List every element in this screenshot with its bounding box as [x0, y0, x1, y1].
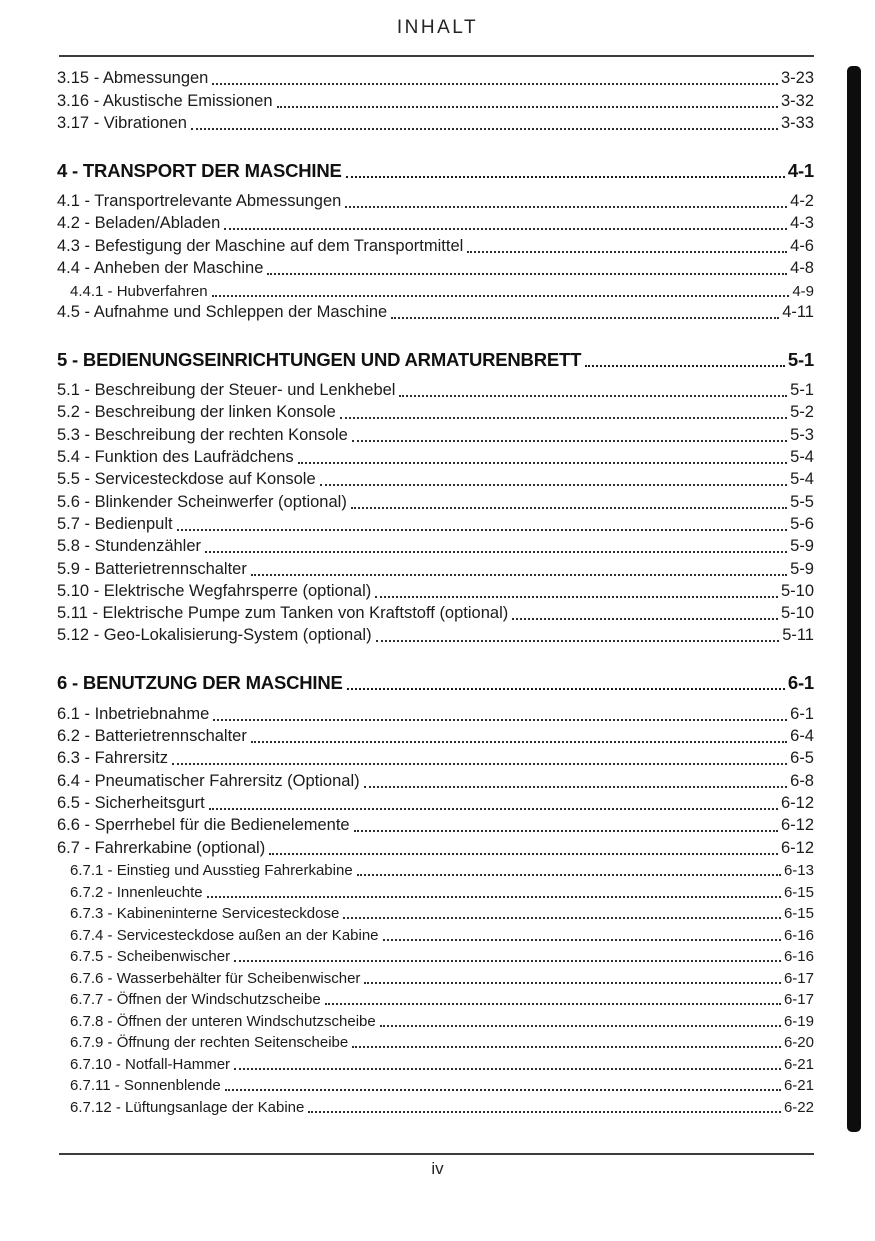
- toc-entry-label: 3.17 - Vibrationen: [57, 113, 187, 132]
- toc-row: [57, 965, 814, 987]
- toc-page-number: 6-21: [783, 1055, 814, 1073]
- toc-page-number: 6-16: [783, 926, 814, 944]
- toc-row: [57, 556, 814, 578]
- toc-entry-label: 6.5 - Sicherheitsgurt: [57, 793, 205, 812]
- toc-row: [57, 835, 814, 857]
- toc-entry-label: 5.1 - Beschreibung der Steuer- und Lenkhebel: [57, 381, 396, 400]
- toc-entry-label: 5.3 - Beschreibung der rechten Konsole: [57, 425, 348, 444]
- toc-entry-label: 4.4 - Anheben der Maschine: [57, 259, 264, 278]
- toc-row: [57, 879, 814, 901]
- toc-row: [57, 445, 814, 467]
- toc-page-number: 5-10: [780, 581, 814, 600]
- toc-row: [57, 1051, 814, 1073]
- dotted-leader: [172, 763, 787, 765]
- dotted-leader: [346, 176, 785, 178]
- toc-page-number: 6-15: [783, 905, 814, 923]
- toc-row: [57, 701, 814, 723]
- toc-entry-label: 6.7.11 - Sonnenblende: [70, 1077, 221, 1095]
- toc-row: [57, 489, 814, 511]
- toc-page-number: 4-6: [790, 236, 814, 255]
- dotted-leader: [212, 83, 778, 85]
- dotted-leader: [351, 507, 787, 509]
- dotted-leader: [234, 1068, 781, 1070]
- toc-page-number: 5-11: [782, 626, 814, 645]
- toc-page-number: 6-12: [780, 816, 814, 835]
- toc-row: [57, 300, 814, 322]
- toc-entry-label: 6 - BENUTZUNG DER MASCHINE: [57, 672, 343, 694]
- toc-entry-label: 6.7.1 - Einstieg und Ausstieg Fahrerkabine: [70, 862, 353, 880]
- dotted-leader: [212, 295, 790, 297]
- toc-entry-label: 5.4 - Funktion des Laufrädchens: [57, 448, 294, 467]
- dotted-leader: [224, 228, 787, 230]
- toc-row: [57, 746, 814, 768]
- toc-row: [57, 813, 814, 835]
- toc-page-number: 6-12: [780, 793, 814, 812]
- dotted-leader: [585, 365, 785, 367]
- toc-page-number: 6-17: [783, 969, 814, 987]
- dotted-leader: [357, 874, 781, 876]
- toc-page-number: 6-1: [787, 672, 814, 694]
- toc-entry-label: 6.3 - Fahrersitz: [57, 749, 168, 768]
- toc-entry-label: 6.7.10 - Notfall-Hammer: [70, 1055, 231, 1073]
- footer-rule: [59, 1153, 814, 1155]
- toc-page-number: 3-33: [780, 113, 814, 132]
- toc-entry-label: 4.5 - Aufnahme und Schleppen der Maschine: [57, 302, 388, 321]
- dotted-leader: [251, 574, 787, 576]
- dotted-leader: [364, 786, 788, 788]
- toc-entry-label: 6.2 - Batterietrennschalter: [57, 727, 247, 746]
- toc-page-number: 6-15: [783, 883, 814, 901]
- toc-entry-label: 6.7.3 - Kabineninterne Servicesteckdose: [70, 905, 340, 923]
- toc-row: [57, 1008, 814, 1030]
- toc-entry-label: 4 - TRANSPORT DER MASCHINE: [57, 159, 342, 181]
- toc-entry-label: 6.7.8 - Öffnen der unteren Windschutzscheibe: [70, 1012, 376, 1030]
- toc-row: [57, 1030, 814, 1052]
- toc-page-number: 5-2: [790, 403, 814, 422]
- toc-entry-label: 3.15 - Abmessungen: [57, 69, 209, 88]
- dotted-leader: [343, 917, 781, 919]
- toc-entry-label: 5.12 - Geo-Lokalisierung-System (optional): [57, 626, 372, 645]
- dotted-leader: [383, 939, 781, 941]
- dotted-leader: [340, 417, 787, 419]
- toc-page-number: 6-20: [783, 1034, 814, 1052]
- dotted-leader: [269, 853, 778, 855]
- toc-page-number: 4-2: [790, 192, 814, 211]
- toc-entry-label: 6.7.4 - Servicesteckdose außen an der Kabine: [70, 926, 379, 944]
- toc-entry-label: 4.2 - Beladen/Abladen: [57, 214, 221, 233]
- page-title: INHALT: [396, 17, 479, 38]
- toc-entry-label: 6.1 - Inbetriebnahme: [57, 704, 210, 723]
- table-of-contents: [57, 66, 814, 1116]
- toc-row: [57, 66, 814, 88]
- toc-entry-label: 5.6 - Blinkender Scheinwerfer (optional): [57, 492, 347, 511]
- toc-page-number: 5-4: [790, 448, 814, 467]
- toc-entry-label: 6.6 - Sperrhebel für die Bedienelemente: [57, 816, 350, 835]
- toc-page-number: 6-19: [783, 1012, 814, 1030]
- toc-entry-label: 3.16 - Akustische Emissionen: [57, 91, 273, 110]
- toc-page-number: 3-32: [780, 91, 814, 110]
- toc-row: [57, 211, 814, 233]
- toc-row: [57, 601, 814, 623]
- dotted-leader: [234, 960, 781, 962]
- toc-entry-label: 6.7.2 - Innenleuchte: [70, 883, 203, 901]
- footer-page-number: iv: [431, 1159, 444, 1178]
- toc-page-number: 4-11: [782, 302, 814, 321]
- toc-row: [57, 534, 814, 556]
- toc-row: [57, 233, 814, 255]
- toc-row: [57, 623, 814, 645]
- dotted-leader: [277, 106, 778, 108]
- dotted-leader: [177, 529, 788, 531]
- toc-row: [57, 791, 814, 813]
- dotted-leader: [345, 206, 787, 208]
- toc-row: [57, 768, 814, 790]
- toc-page-number: 4-1: [787, 159, 814, 181]
- dotted-leader: [399, 395, 787, 397]
- dotted-leader: [375, 596, 778, 598]
- toc-page-number: 5-1: [787, 348, 814, 370]
- toc-page-number: 5-1: [790, 381, 814, 400]
- toc-entry-label: 4.3 - Befestigung der Maschine auf dem Transportmittel: [57, 236, 464, 255]
- dotted-leader: [391, 317, 779, 319]
- toc-page-number: 3-23: [780, 69, 814, 88]
- dotted-leader: [207, 896, 781, 898]
- toc-row: [57, 858, 814, 880]
- dotted-leader: [225, 1089, 781, 1091]
- toc-entry-label: 5 - BEDIENUNGSEINRICHTUNGEN UND ARMATURENBRETT: [57, 348, 582, 370]
- toc-entry-label: 6.7 - Fahrerkabine (optional): [57, 838, 266, 857]
- toc-page-number: 6-8: [790, 771, 814, 790]
- toc-row: [57, 256, 814, 278]
- toc-page-number: 6-5: [790, 749, 814, 768]
- dotted-leader: [512, 618, 778, 620]
- dotted-leader: [364, 982, 781, 984]
- toc-page-number: 4-3: [790, 214, 814, 233]
- toc-page-number: 6-12: [780, 838, 814, 857]
- toc-row: [57, 1073, 814, 1095]
- toc-entry-label: 4.4.1 - Hubverfahren: [70, 282, 208, 300]
- toc-entry-label: 6.4 - Pneumatischer Fahrersitz (Optional): [57, 771, 360, 790]
- toc-row: [57, 278, 814, 300]
- toc-entry-label: 5.5 - Servicesteckdose auf Konsole: [57, 470, 316, 489]
- dotted-leader: [467, 251, 787, 253]
- toc-page-number: 6-17: [783, 991, 814, 1009]
- toc-row: [57, 944, 814, 966]
- dotted-leader: [376, 640, 780, 642]
- toc-row: [57, 512, 814, 534]
- toc-row: [57, 724, 814, 746]
- toc-entry-label: 6.7.6 - Wasserbehälter für Scheibenwischer: [70, 969, 361, 987]
- toc-entry-label: 5.9 - Batterietrennschalter: [57, 559, 247, 578]
- toc-page-number: 6-4: [790, 727, 814, 746]
- dotted-leader: [380, 1025, 781, 1027]
- toc-entry-label: 5.2 - Beschreibung der linken Konsole: [57, 403, 336, 422]
- toc-page-number: 4-9: [792, 282, 814, 300]
- toc-entry-label: 6.7.12 - Lüftungsanlage der Kabine: [70, 1098, 305, 1116]
- toc-row: [57, 901, 814, 923]
- toc-entry-label: 5.10 - Elektrische Wegfahrsperre (optional): [57, 581, 372, 600]
- scan-edge-bar: [847, 66, 861, 1132]
- toc-row: [57, 378, 814, 400]
- toc-entry-label: 5.7 - Bedienpult: [57, 514, 173, 533]
- dotted-leader: [205, 551, 787, 553]
- toc-row: [57, 922, 814, 944]
- toc-entry-label: 4.1 - Transportrelevante Abmessungen: [57, 192, 342, 211]
- dotted-leader: [308, 1111, 781, 1113]
- toc-page-number: 5-10: [780, 604, 814, 623]
- toc-page-number: 5-5: [790, 492, 814, 511]
- toc-page-number: 6-13: [783, 862, 814, 880]
- dotted-leader: [298, 462, 787, 464]
- toc-row: [57, 111, 814, 133]
- dotted-leader: [325, 1003, 781, 1005]
- toc-row: [57, 400, 814, 422]
- dotted-leader: [352, 440, 787, 442]
- toc-page-number: 5-9: [790, 559, 814, 578]
- toc-entry-label: 6.7.9 - Öffnung der rechten Seitenscheibe: [70, 1034, 349, 1052]
- dotted-leader: [191, 128, 778, 130]
- dotted-leader: [209, 808, 778, 810]
- toc-row: [57, 467, 814, 489]
- toc-row: [57, 189, 814, 211]
- toc-page-number: 5-9: [790, 537, 814, 556]
- toc-row: [57, 88, 814, 110]
- toc-row: [57, 1094, 814, 1116]
- toc-row: [57, 579, 814, 601]
- header-rule: [59, 55, 814, 57]
- toc-page-number: 5-6: [790, 514, 814, 533]
- toc-section-row: [57, 158, 814, 182]
- toc-page-number: 4-8: [790, 259, 814, 278]
- toc-page-number: 6-22: [783, 1098, 814, 1116]
- dotted-leader: [347, 688, 785, 690]
- toc-entry-label: 5.8 - Stundenzähler: [57, 537, 202, 556]
- toc-page-number: 6-21: [783, 1077, 814, 1095]
- dotted-leader: [320, 484, 787, 486]
- toc-entry-label: 6.7.7 - Öffnen der Windschutzscheibe: [70, 991, 321, 1009]
- dotted-leader: [352, 1046, 781, 1048]
- toc-page-number: 5-3: [790, 425, 814, 444]
- toc-entry-label: 5.11 - Elektrische Pumpe zum Tanken von Kraftstoff (optional): [57, 604, 509, 623]
- toc-page-number: 6-16: [783, 948, 814, 966]
- dotted-leader: [251, 741, 787, 743]
- toc-row: [57, 422, 814, 444]
- toc-entry-label: 6.7.5 - Scheibenwischer: [70, 948, 231, 966]
- toc-page-number: 5-4: [790, 470, 814, 489]
- toc-page-number: 6-1: [790, 704, 814, 723]
- toc-section-row: [57, 670, 814, 694]
- dotted-leader: [213, 719, 787, 721]
- dotted-leader: [267, 273, 787, 275]
- toc-section-row: [57, 347, 814, 371]
- toc-row: [57, 987, 814, 1009]
- dotted-leader: [354, 830, 778, 832]
